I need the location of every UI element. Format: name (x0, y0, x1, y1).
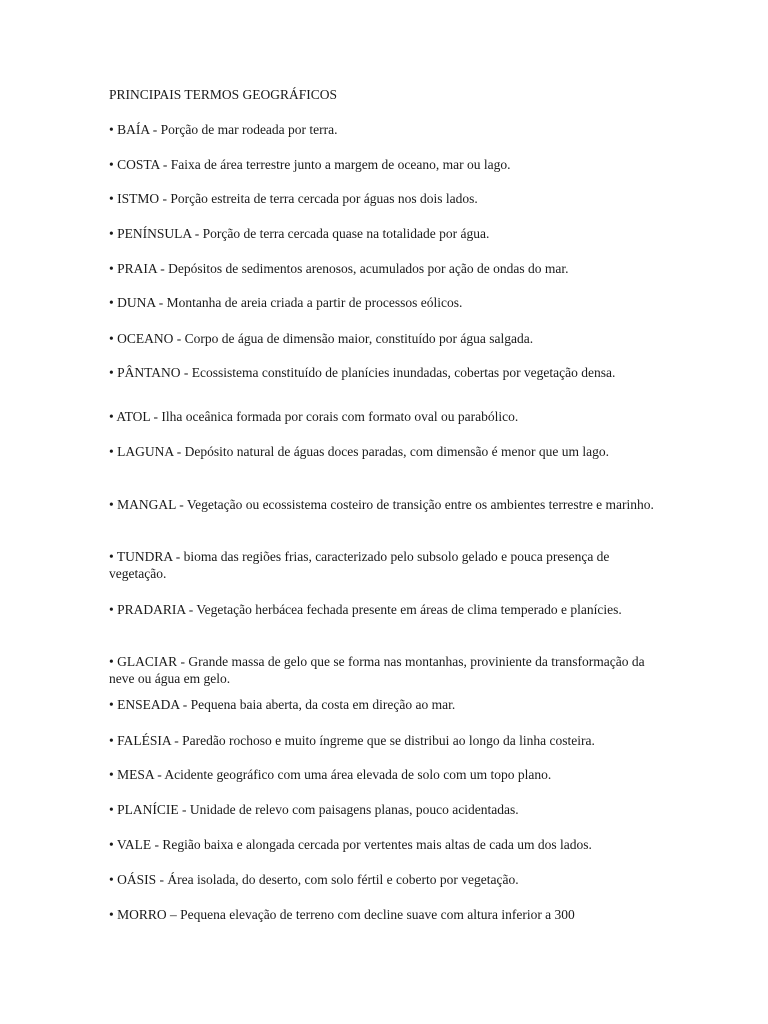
entry-glaciar: • GLACIAR - Grande massa de gelo que se forma nas montanhas, proviniente da transformação da neve ou água em gelo. (109, 654, 645, 686)
entry-planicie: • PLANÍCIE - Unidade de relevo com paisagens planas, pouco acidentadas. (109, 802, 519, 817)
entry-pantano: • PÂNTANO - Ecossistema constituído de planícies inundadas, cobertas por vegetação densa. (109, 365, 616, 380)
entry-baia: • BAÍA - Porção de mar rodeada por terra. (109, 122, 338, 137)
entry-costa: • COSTA - Faixa de área terrestre junto a margem de oceano, mar ou lago. (109, 157, 511, 172)
entry-duna: • DUNA - Montanha de areia criada a partir de processos eólicos. (109, 295, 463, 310)
entry-atol: • ATOL - Ilha oceânica formada por corais com formato oval ou parabólico. (109, 409, 519, 424)
entry-enseada: • ENSEADA - Pequena baia aberta, da costa em direção ao mar. (109, 697, 456, 712)
entry-vale: • VALE - Região baixa e alongada cercada por vertentes mais altas de cada um dos lados. (109, 837, 592, 852)
entry-peninsula: • PENÍNSULA - Porção de terra cercada quase na totalidade por água. (109, 226, 490, 241)
entry-oasis: • OÁSIS - Área isolada, do deserto, com solo fértil e coberto por vegetação. (109, 872, 519, 887)
entry-mesa: • MESA - Acidente geográfico com uma área elevada de solo com um topo plano. (109, 767, 552, 782)
entry-pradaria: • PRADARIA - Vegetação herbácea fechada presente em áreas de clima temperado e planícies. (109, 602, 622, 617)
entry-istmo: • ISTMO - Porção estreita de terra cercada por águas nos dois lados. (109, 191, 478, 206)
entry-falesia: • FALÉSIA - Paredão rochoso e muito íngreme que se distribui ao longo da linha costeira. (109, 733, 595, 748)
entry-tundra: • TUNDRA - bioma das regiões frias, caracterizado pelo subsolo gelado e pouca presença de vegetação. (109, 549, 610, 581)
entry-praia: • PRAIA - Depósitos de sedimentos arenosos, acumulados por ação de ondas do mar. (109, 261, 569, 276)
entry-oceano: • OCEANO - Corpo de água de dimensão maior, constituído por água salgada. (109, 331, 534, 346)
entry-laguna: • LAGUNA - Depósito natural de águas doces paradas, com dimensão é menor que um lago. (109, 444, 609, 459)
entry-mangal: • MANGAL - Vegetação ou ecossistema costeiro de transição entre os ambientes terrestre e marinho. (109, 497, 654, 512)
document-title: PRINCIPAIS TERMOS GEOGRÁFICOS (109, 87, 338, 102)
entry-morro: • MORRO – Pequena elevação de terreno com decline suave com altura inferior a 300 (109, 907, 575, 922)
